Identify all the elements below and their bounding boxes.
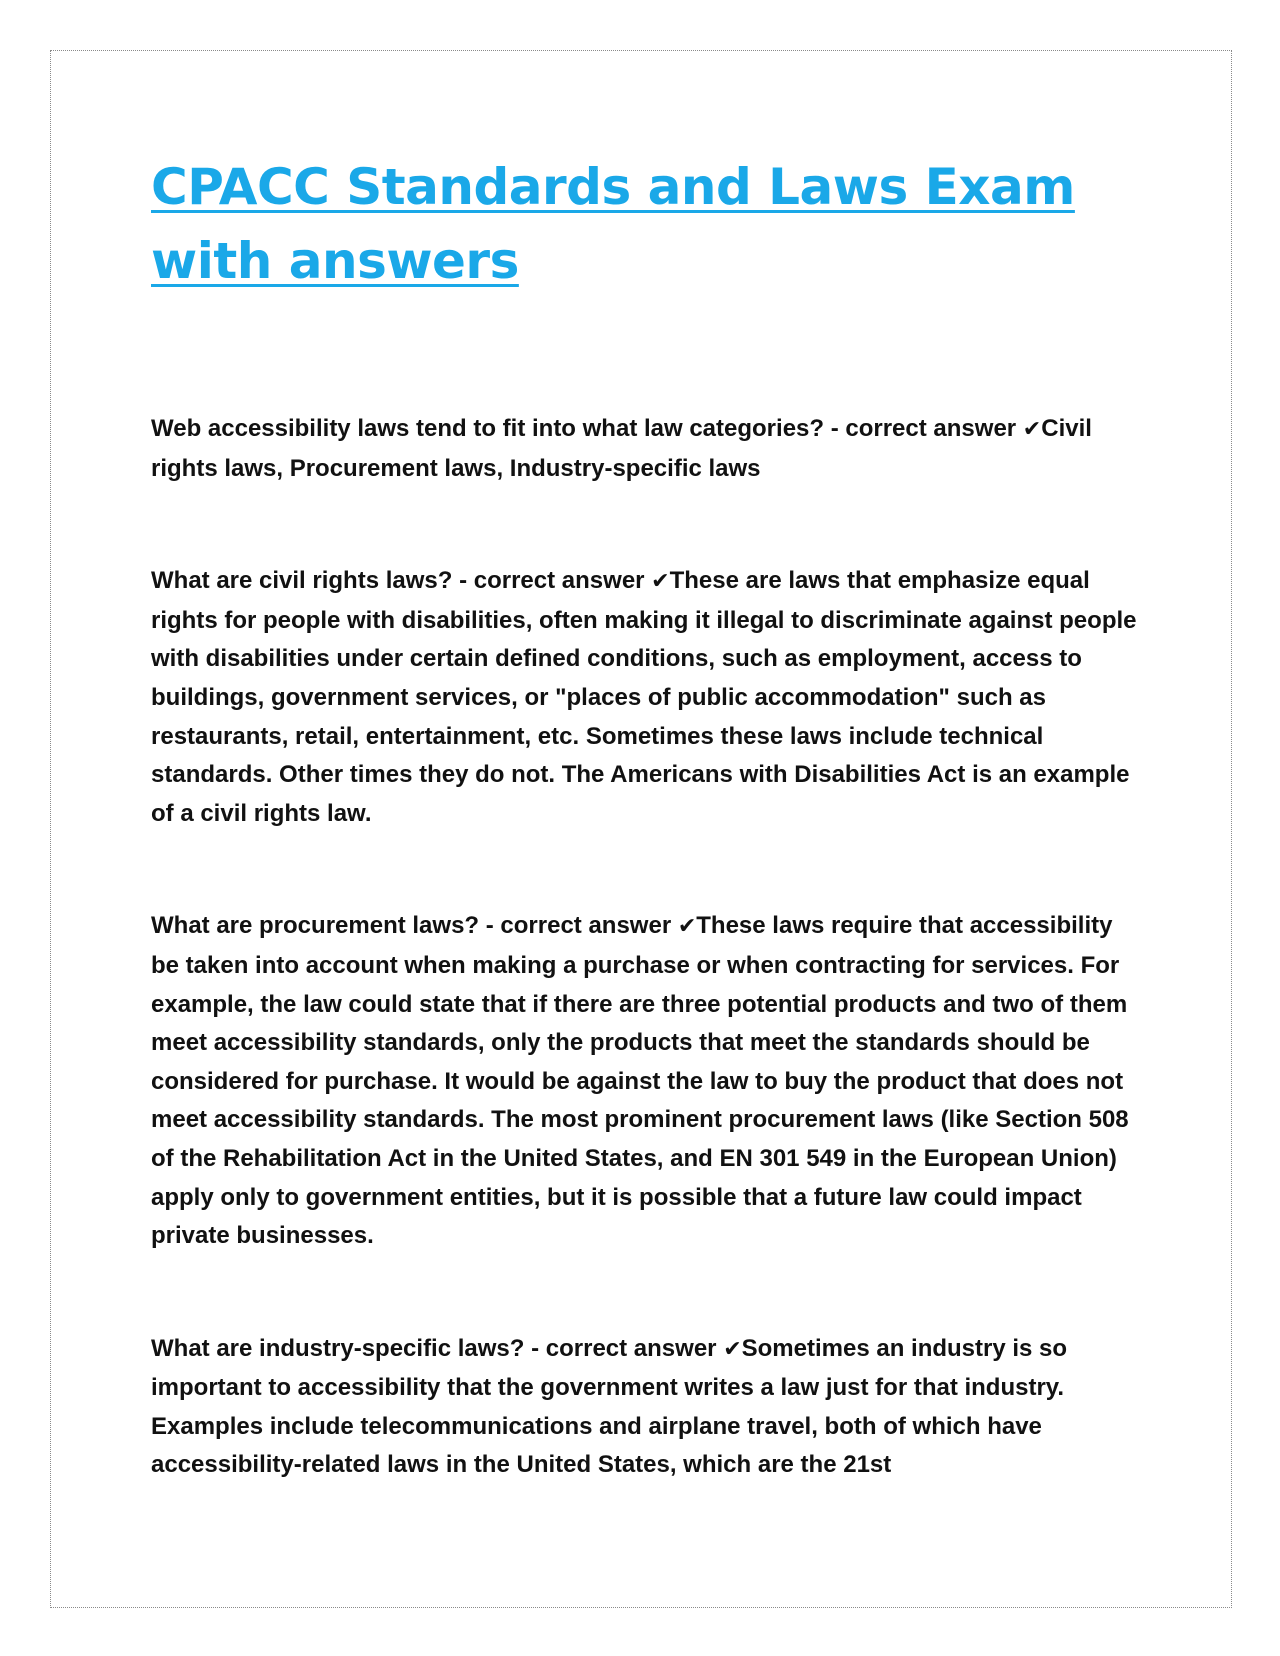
qa-item [151,907,1141,1255]
answer-text: These are laws that emphasize equal rights for people with disabilities, often making it illegal to discriminate against people with disabilities under certain defined conditions, such as employment, access to buildings, government services, or "places of public accommodation" such as restaurants, retail, entertainment, etc. Sometimes these laws include technical standards. Other times they do not. The Americans with Disabilities Act is an example of a civil rights law. [151,567,1137,827]
check-mark-icon: ✔ [723,1336,742,1362]
question-text: Web accessibility laws tend to fit into what law categories? - correct answer [151,415,1023,442]
answer-text: These laws require that accessibility be taken into account when making a purchase or when contracting for services. For example, the law could state that if there are three potential products and two of them meet accessibility standards, only the products that meet the standards should be considered for purchase. It would be against the law to buy the product that does not meet accessibility standards. The most prominent procurement laws (like Section 508 of the Rehabilitation Act in the United States, and EN 301 549 in the European Union) apply only to government entities, but it is possible that a future law could impact private businesses. [151,912,1129,1250]
question-text: What are industry-specific laws? - correct answer [151,1334,724,1362]
check-mark-icon: ✔ [1022,417,1042,442]
document-title[interactable]: CPACC Standards and Laws Exam with answers [151,158,1075,290]
answer-text: Sometimes an industry is so important to accessibility that the government writes a law just for that industry. Examples include telecommunications and airplane travel, both of which have accessibility-related laws in the United States, which are the 21st [151,1334,1068,1479]
check-mark-icon: ✔ [677,914,697,940]
check-mark-icon: ✔ [651,569,670,595]
qa-item [151,1330,1141,1485]
answer-text: Civil rights laws, Procurement laws, Industry-specific laws [151,415,1092,482]
qa-item [151,562,1141,833]
qa-item [151,410,1141,488]
question-text: What are procurement laws? - correct answer [151,912,678,940]
document-body [151,150,1141,1485]
question-text: What are civil rights laws? - correct answer [151,567,652,595]
